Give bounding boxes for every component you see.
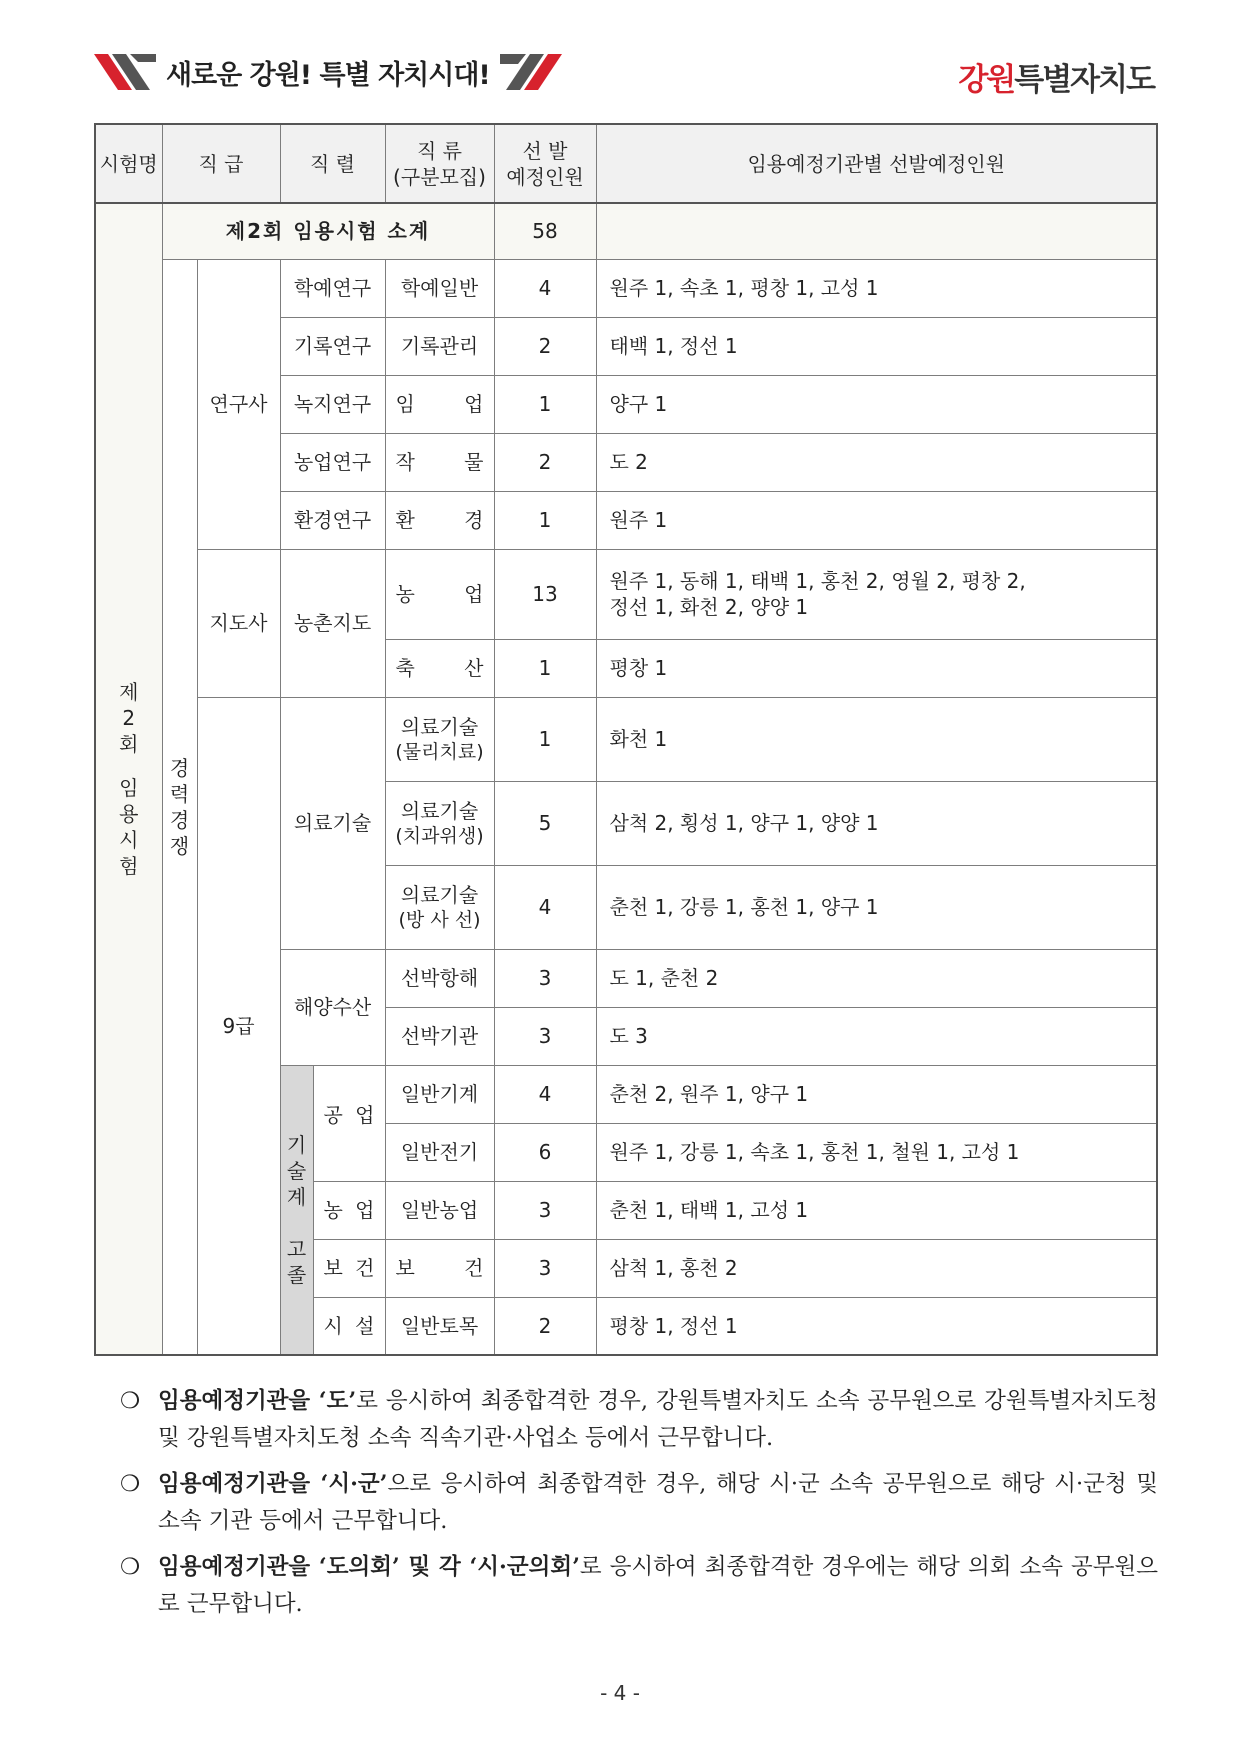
series-marine: 해양수산 bbox=[280, 949, 385, 1065]
category-cell bbox=[385, 697, 494, 781]
agency-cell: 춘천 2, 원주 1, 양구 1 bbox=[596, 1065, 1157, 1123]
agency-cell: 평창 1, 정선 1 bbox=[596, 1297, 1157, 1355]
tech-label-char: 술 bbox=[286, 1158, 307, 1183]
recruit-type-char: 경 bbox=[169, 807, 190, 832]
tech-group-label bbox=[280, 1065, 313, 1355]
category-cell bbox=[385, 865, 494, 949]
exam-name-cell bbox=[95, 203, 162, 1355]
agency-cell: 춘천 1, 태백 1, 고성 1 bbox=[596, 1181, 1157, 1239]
tech-label-char: 계 bbox=[286, 1184, 307, 1209]
category-cell: 선박기관 bbox=[385, 1007, 494, 1065]
series-cell: 농업연구 bbox=[280, 433, 385, 491]
category-cell bbox=[385, 1239, 494, 1297]
count-cell: 5 bbox=[494, 781, 596, 865]
category-cell bbox=[385, 781, 494, 865]
category-char: 보 bbox=[395, 1256, 415, 1280]
category-char: 물 bbox=[464, 450, 484, 474]
page-header bbox=[94, 48, 1154, 98]
agency-cell: 태백 1, 정선 1 bbox=[596, 317, 1157, 375]
tech-label-char: 졸 bbox=[286, 1262, 307, 1287]
exam-name-char: 2 bbox=[122, 706, 136, 730]
note-text: 으로 응시하여 최종합격한 경우, 해당 시·군 소속 공무원으로 해당 시·군청 및 소속 기관 등에서 근무합니다. bbox=[158, 1471, 1158, 1534]
circle-bullet-icon: ❍ bbox=[120, 1388, 141, 1414]
series-cell bbox=[313, 1239, 385, 1297]
note-item bbox=[120, 1549, 1158, 1623]
series-industry bbox=[313, 1065, 385, 1181]
category-cell: 기록관리 bbox=[385, 317, 494, 375]
exam-name-char: 험 bbox=[119, 854, 139, 878]
category-sub: (치과위생) bbox=[395, 824, 484, 847]
category-cell bbox=[385, 549, 494, 639]
exam-name-char: 용 bbox=[119, 802, 139, 826]
agency-cell bbox=[596, 549, 1157, 639]
header-series: 직 렬 bbox=[280, 124, 385, 203]
agency-cell: 삼척 1, 홍천 2 bbox=[596, 1239, 1157, 1297]
exam-name-char: 시 bbox=[119, 828, 139, 852]
agency-cell: 원주 1, 강릉 1, 속초 1, 홍천 1, 철원 1, 고성 1 bbox=[596, 1123, 1157, 1181]
recruitment-table bbox=[94, 123, 1158, 1356]
subtotal-label: 제2회 임용시험 소계 bbox=[162, 203, 494, 259]
category-cell bbox=[385, 639, 494, 697]
agency-cell: 화천 1 bbox=[596, 697, 1157, 781]
header-exam: 시험명 bbox=[95, 124, 162, 203]
agency-cell: 삼척 2, 횡성 1, 양구 1, 양양 1 bbox=[596, 781, 1157, 865]
category-cell: 학예일반 bbox=[385, 259, 494, 317]
count-cell: 3 bbox=[494, 949, 596, 1007]
category-sub: (물리치료) bbox=[395, 740, 484, 763]
header-count-sub: 예정인원 bbox=[506, 164, 584, 189]
series-cell bbox=[313, 1297, 385, 1355]
circle-bullet-icon: ❍ bbox=[120, 1471, 141, 1497]
category-cell: 일반농업 bbox=[385, 1181, 494, 1239]
agency-cell: 도 1, 춘천 2 bbox=[596, 949, 1157, 1007]
series-cell bbox=[313, 1181, 385, 1239]
slogan-text: 새로운 강원! 특별 자치시대! bbox=[166, 59, 490, 91]
note-text: 로 응시하여 최종합격한 경우에는 해당 의회 소속 공무원으로 근무합니다. bbox=[158, 1554, 1158, 1617]
category-main: 의료기술 bbox=[400, 798, 479, 823]
exam-name-char: 임 bbox=[119, 776, 139, 800]
agency-cell: 춘천 1, 강릉 1, 홍천 1, 양구 1 bbox=[596, 865, 1157, 949]
series-char: 건 bbox=[355, 1256, 375, 1280]
subtotal-row bbox=[95, 203, 1157, 259]
tech-label-char: 기 bbox=[286, 1132, 307, 1157]
count-cell: 3 bbox=[494, 1181, 596, 1239]
recruit-type-cell bbox=[162, 259, 197, 1355]
category-cell bbox=[385, 375, 494, 433]
header-grade: 직 급 bbox=[162, 124, 280, 203]
count-cell: 4 bbox=[494, 259, 596, 317]
agency-cell: 도 2 bbox=[596, 433, 1157, 491]
agency-cell: 도 3 bbox=[596, 1007, 1157, 1065]
agency-cell: 양구 1 bbox=[596, 375, 1157, 433]
category-main: 의료기술 bbox=[400, 714, 479, 739]
slash-graphic-right-icon bbox=[500, 54, 562, 90]
category-char: 농 bbox=[395, 582, 415, 606]
agency-cell: 평창 1 bbox=[596, 639, 1157, 697]
header-category-main: 직 류 bbox=[417, 138, 462, 163]
category-char: 작 bbox=[395, 450, 415, 474]
series-rural: 농촌지도 bbox=[280, 549, 385, 697]
table-row bbox=[95, 697, 1157, 781]
category-char: 환 bbox=[395, 508, 415, 532]
category-char: 업 bbox=[464, 582, 484, 606]
series-char: 보 bbox=[323, 1256, 343, 1280]
count-cell: 4 bbox=[494, 865, 596, 949]
recruit-type-char: 력 bbox=[169, 781, 190, 806]
series-cell: 환경연구 bbox=[280, 491, 385, 549]
grade-guide: 지도사 bbox=[197, 549, 280, 697]
note-text: 로 응시하여 최종합격한 경우, 강원특별자치도 소속 공무원으로 강원특별자치도청 및 강원특별자치도청 소속 직속기관·사업소 등에서 근무합니다. bbox=[158, 1388, 1158, 1451]
count-cell: 2 bbox=[494, 317, 596, 375]
subtotal-agency bbox=[596, 203, 1157, 259]
series-char: 업 bbox=[355, 1198, 375, 1222]
count-cell: 1 bbox=[494, 375, 596, 433]
note-bold: 임용예정기관을 ‘시·군’ bbox=[158, 1471, 388, 1497]
category-cell bbox=[385, 433, 494, 491]
page-number: - 4 - bbox=[600, 1681, 640, 1705]
recruit-type-char: 경 bbox=[169, 755, 190, 780]
count-cell: 1 bbox=[494, 697, 596, 781]
category-main: 의료기술 bbox=[400, 882, 479, 907]
category-char: 산 bbox=[464, 656, 484, 680]
table-row bbox=[95, 259, 1157, 317]
tech-label-char: 고 bbox=[286, 1236, 307, 1261]
agency-line: 원주 1, 동해 1, 태백 1, 홍천 2, 영월 2, 평창 2, bbox=[609, 569, 1026, 593]
category-char: 업 bbox=[464, 392, 484, 416]
series-cell: 학예연구 bbox=[280, 259, 385, 317]
exam-name-char: 회 bbox=[119, 732, 139, 756]
notes-section bbox=[120, 1383, 1158, 1632]
category-char: 축 bbox=[395, 656, 415, 680]
count-cell: 1 bbox=[494, 491, 596, 549]
series-char: 농 bbox=[323, 1198, 343, 1222]
tech-label-gap bbox=[281, 1210, 313, 1236]
series-char: 공 bbox=[323, 1102, 343, 1127]
category-cell: 선박항해 bbox=[385, 949, 494, 1007]
series-char: 시 bbox=[323, 1313, 343, 1338]
category-char: 임 bbox=[395, 392, 415, 416]
note-item bbox=[120, 1466, 1158, 1540]
count-cell: 2 bbox=[494, 433, 596, 491]
count-cell: 1 bbox=[494, 639, 596, 697]
note-item bbox=[120, 1383, 1158, 1457]
table-header-row bbox=[95, 124, 1157, 203]
recruitment-table-wrapper bbox=[94, 123, 1156, 1356]
category-char: 경 bbox=[464, 508, 484, 532]
agency-cell: 원주 1 bbox=[596, 491, 1157, 549]
count-cell: 3 bbox=[494, 1007, 596, 1065]
header-category-sub: (구분모집) bbox=[393, 164, 486, 189]
gangwon-logo bbox=[958, 54, 1154, 99]
category-sub: (방 사 선) bbox=[398, 908, 481, 931]
grade-researcher: 연구사 bbox=[197, 259, 280, 549]
header-count-main: 선 발 bbox=[522, 138, 568, 163]
category-cell: 일반전기 bbox=[385, 1123, 494, 1181]
circle-bullet-icon: ❍ bbox=[120, 1554, 141, 1580]
logo-part1: 강원 bbox=[958, 62, 1015, 98]
count-cell: 2 bbox=[494, 1297, 596, 1355]
subtotal-count: 58 bbox=[494, 203, 596, 259]
agency-cell: 원주 1, 속초 1, 평창 1, 고성 1 bbox=[596, 259, 1157, 317]
series-medical: 의료기술 bbox=[280, 697, 385, 949]
exam-name-char: 제 bbox=[119, 680, 139, 704]
count-cell: 4 bbox=[494, 1065, 596, 1123]
table-row bbox=[95, 549, 1157, 639]
header-count bbox=[494, 124, 596, 203]
note-bold: 임용예정기관을 ‘도의회’ 및 각 ‘시·군의회’ bbox=[158, 1554, 580, 1580]
category-cell: 일반토목 bbox=[385, 1297, 494, 1355]
note-bold: 임용예정기관을 ‘도’ bbox=[158, 1388, 357, 1414]
series-char: 설 bbox=[355, 1313, 375, 1338]
category-cell bbox=[385, 491, 494, 549]
series-cell: 녹지연구 bbox=[280, 375, 385, 433]
count-cell: 13 bbox=[494, 549, 596, 639]
header-category bbox=[385, 124, 494, 203]
category-cell: 일반기계 bbox=[385, 1065, 494, 1123]
recruit-type-char: 쟁 bbox=[169, 833, 190, 858]
grade-9: 9급 bbox=[197, 697, 280, 1355]
exam-name-gap bbox=[96, 757, 162, 775]
slogan-banner bbox=[94, 52, 562, 92]
logo-part2: 특별자치도 bbox=[1014, 62, 1154, 98]
count-cell: 3 bbox=[494, 1239, 596, 1297]
header-agency: 임용예정기관별 선발예정인원 bbox=[596, 124, 1157, 203]
count-cell: 6 bbox=[494, 1123, 596, 1181]
series-cell: 기록연구 bbox=[280, 317, 385, 375]
series-char: 업 bbox=[355, 1102, 375, 1127]
slash-graphic-left-icon bbox=[94, 54, 156, 90]
agency-line: 정선 1, 화천 2, 양양 1 bbox=[609, 595, 809, 619]
category-char: 건 bbox=[464, 1256, 484, 1280]
